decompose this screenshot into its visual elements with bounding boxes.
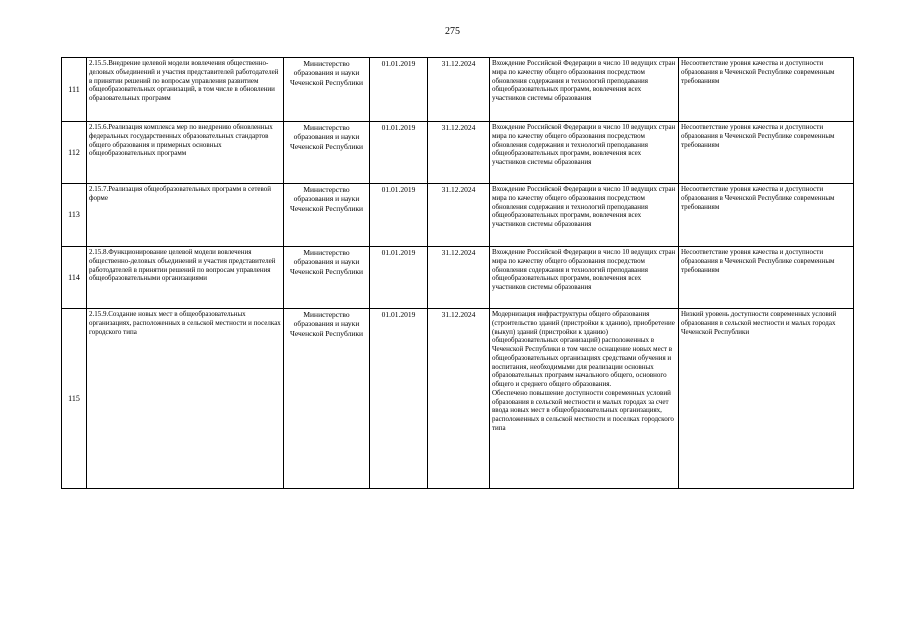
- consequence-cell: Несоответствие уровня качества и доступности образования в Чеченской Республике современным требованиям: [679, 122, 854, 184]
- end-date-cell: 31.12.2024: [428, 309, 490, 489]
- table-row: [62, 58, 854, 122]
- row-number: 113: [62, 184, 87, 247]
- start-date-cell: 01.01.2019: [370, 122, 428, 184]
- row-number: 111: [62, 58, 87, 122]
- result-text: Вхождение Российской Федерации в число 10 ведущих стран мира по качеству общего образования посредством обновления содержания и технологий преподавания общеобразовательных программ, вовлечения всех участников системы образования: [492, 123, 676, 166]
- row-number: 114: [62, 247, 87, 309]
- result-cell: [490, 184, 679, 247]
- result-cell: [490, 58, 679, 122]
- row-number: 112: [62, 122, 87, 184]
- executor-cell: Министерство образования и науки Чеченской Республики: [284, 122, 370, 184]
- consequence-cell: Несоответствие уровня качества и доступности образования в Чеченской Республике современным требованиям: [679, 184, 854, 247]
- end-date-cell: 31.12.2024: [428, 247, 490, 309]
- end-date-cell: 31.12.2024: [428, 122, 490, 184]
- start-date-cell: 01.01.2019: [370, 309, 428, 489]
- result-text: Вхождение Российской Федерации в число 10 ведущих стран мира по качеству общего образования посредством обновления содержания и технологий преподавания общеобразовательных программ, вовлечения всех участников системы образования: [492, 185, 676, 228]
- result-text: Модернизация инфраструктуры общего образования (строительство зданий (пристройки к зданию), приобретение (выкуп) зданий (пристройки к зданию) общеобразовательных организаций) расположенных в Чеченской Республики в том числе оснащение новых мест в общеобразовательных организациях средствами обучения и воспитания, необходимыми для реализации основных образовательных программ начального общего, основного общего и среднего общего образования.: [492, 310, 675, 388]
- measure-cell: 2.15.5.Внедрение целевой модели вовлечения общественно-деловых объединений и участия представителей работодателей в принятии решений по вопросам управления развитием общеобразовательных организаций, в том числе в обновлении образовательных программ: [87, 58, 284, 122]
- executor-cell: Министерство образования и науки Чеченской Республики: [284, 184, 370, 247]
- result-cell: [490, 247, 679, 309]
- consequence-cell: Несоответствие уровня качества и доступности образования в Чеченской Республике современным требованиям: [679, 58, 854, 122]
- result-cell: [490, 309, 679, 489]
- end-date-cell: 31.12.2024: [428, 184, 490, 247]
- start-date-cell: 01.01.2019: [370, 58, 428, 122]
- table-row: [62, 309, 854, 489]
- measure-cell: 2.15.8.Функционирование целевой модели вовлечения общественно-деловых объединений и участия представителей работодателей в принятии решений по вопросам управления общеобразовательными организациями: [87, 247, 284, 309]
- measures-table: [61, 57, 854, 489]
- start-date-cell: 01.01.2019: [370, 247, 428, 309]
- table-row: [62, 247, 854, 309]
- row-number: 115: [62, 309, 87, 489]
- consequence-cell: Низкий уровень доступности современных условий образования в сельской местности и малых городах Чеченской Республики: [679, 309, 854, 489]
- table-row: [62, 184, 854, 247]
- result-text: Вхождение Российской Федерации в число 10 ведущих стран мира по качеству общего образования посредством обновления содержания и технологий преподавания общеобразовательных программ, вовлечения всех участников системы образования: [492, 59, 676, 102]
- page-number: 275: [445, 26, 460, 37]
- measure-cell: 2.15.9.Создание новых мест в общеобразовательных организациях, расположенных в сельской местности и поселках городского типа: [87, 309, 284, 489]
- executor-cell: Министерство образования и науки Чеченской Республики: [284, 58, 370, 122]
- executor-cell: Министерство образования и науки Чеченской Республики: [284, 247, 370, 309]
- result-text: Вхождение Российской Федерации в число 10 ведущих стран мира по качеству общего образования посредством обновления содержания и технологий преподавания общеобразовательных программ, вовлечения всех участников системы образования: [492, 248, 676, 291]
- executor-cell: Министерство образования и науки Чеченской Республики: [284, 309, 370, 489]
- measure-cell: 2.15.6.Реализация комплекса мер по внедрению обновленных федеральных государственных образовательных стандартов общего образования и примерных основных общеобразовательных программ: [87, 122, 284, 184]
- result-cell: [490, 122, 679, 184]
- consequence-cell: Несоответствие уровня качества и доступности образования в Чеченской Республике современным требованиям: [679, 247, 854, 309]
- end-date-cell: 31.12.2024: [428, 58, 490, 122]
- result-text: Обеспечено повышение доступности современных условий образования в сельской местности и малых городах за счет ввода новых мест в общеобразовательных организациях, расположенных в сельской местности и поселках городского типа: [492, 388, 674, 432]
- measure-cell: 2.15.7.Реализация общеобразовательных программ в сетевой форме: [87, 184, 284, 247]
- table-row: [62, 122, 854, 184]
- start-date-cell: 01.01.2019: [370, 184, 428, 247]
